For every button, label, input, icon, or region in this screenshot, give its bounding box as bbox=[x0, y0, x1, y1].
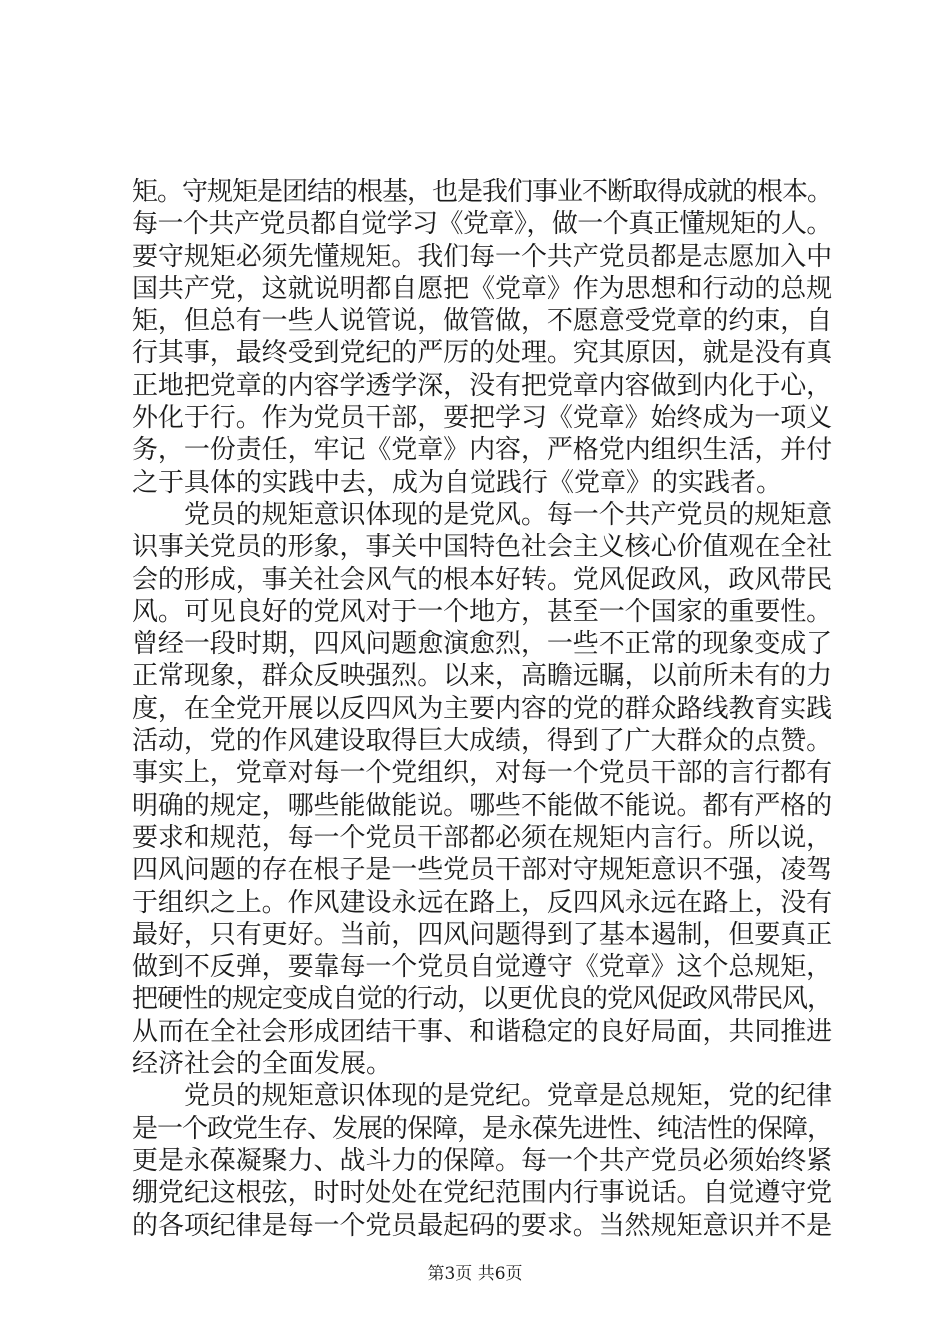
document-body bbox=[132, 176, 832, 1242]
text-line: 正地把党章的内容学透学深，没有把党章内容做到内化于心， bbox=[132, 370, 833, 401]
text-line: 把硬性的规定变成自觉的行动，以更优良的党风促政风带民风， bbox=[132, 984, 833, 1015]
text-line: 于组织之上。作风建设永远在路上，反四风永远在路上，没有 bbox=[132, 887, 833, 918]
text-line: 要求和规范，每一个党员干部都必须在规矩内言行。所以说， bbox=[132, 822, 833, 853]
text-line: 务，一份责任，牢记《党章》内容，严格党内组织生活，并付 bbox=[132, 435, 833, 466]
text-line: 矩。守规矩是团结的根基，也是我们事业不断取得成就的根本。 bbox=[132, 177, 833, 207]
text-line: 的各项纪律是每一个党员最起码的要求。当然规矩意识并不是 bbox=[132, 1210, 833, 1241]
text-line: 正常现象，群众反映强烈。以来，高瞻远瞩，以前所未有的力 bbox=[132, 661, 833, 692]
text-line: 外化于行。作为党员干部，要把学习《党章》始终成为一项义 bbox=[132, 403, 833, 434]
page-footer bbox=[0, 1263, 950, 1285]
paragraph-2 bbox=[132, 499, 832, 1080]
text-line: 最好，只有更好。当前，四风问题得到了基本遏制，但要真正 bbox=[132, 919, 833, 950]
text-line: 党员的规矩意识体现的是党纪。党章是总规矩，党的纪律 bbox=[184, 1081, 833, 1112]
text-line: 事实上，党章对每一个党组织，对每一个党员干部的言行都有 bbox=[132, 758, 833, 789]
text-line: 会的形成，事关社会风气的根本好转。党风促政风，政风带民 bbox=[132, 564, 833, 595]
text-line: 是一个政党生存、发展的保障，是永葆先进性、纯洁性的保障， bbox=[132, 1113, 833, 1144]
text-line: 绷党纪这根弦，时时处处在党纪范围内行事说话。自觉遵守党 bbox=[132, 1178, 833, 1209]
text-line: 行其事，最终受到党纪的严厉的处理。究其原因，就是没有真 bbox=[132, 338, 833, 369]
text-line: 明确的规定，哪些能做能说。哪些不能做不能说。都有严格的 bbox=[132, 790, 833, 821]
text-line: 风。可见良好的党风对于一个地方，甚至一个国家的重要性。 bbox=[132, 596, 833, 627]
page-number-label: 第3页 共6页 bbox=[427, 1264, 523, 1284]
text-line: 党员的规矩意识体现的是党风。每一个共产党员的规矩意 bbox=[184, 499, 833, 530]
text-line: 经济社会的全面发展。 bbox=[132, 1049, 393, 1080]
text-line: 活动，党的作风建设取得巨大成绩，得到了广大群众的点赞。 bbox=[132, 726, 833, 757]
text-line: 从而在全社会形成团结干事、和谐稳定的良好局面，共同推进 bbox=[132, 1016, 833, 1047]
text-line: 国共产党，这就说明都自愿把《党章》作为思想和行动的总规 bbox=[132, 273, 833, 304]
text-line: 做到不反弹，要靠每一个党员自觉遵守《党章》这个总规矩， bbox=[132, 952, 833, 983]
text-line: 矩，但总有一些人说管说，做管做，不愿意受党章的约束，自 bbox=[132, 306, 833, 337]
text-line: 曾经一段时期，四风问题愈演愈烈，一些不正常的现象变成了 bbox=[132, 629, 833, 660]
text-line: 每一个共产党员都自觉学习《党章》，做一个真正懂规矩的人。 bbox=[132, 209, 832, 240]
paragraph-1 bbox=[132, 176, 832, 499]
text-line: 度，在全党开展以反四风为主要内容的党的群众路线教育实践 bbox=[132, 693, 833, 724]
text-line: 四风问题的存在根子是一些党员干部对守规矩意识不强，凌驾 bbox=[132, 855, 833, 886]
text-line: 之于具体的实践中去，成为自觉践行《党章》的实践者。 bbox=[132, 467, 783, 498]
text-line: 更是永葆凝聚力、战斗力的保障。每一个共产党员必须始终紧 bbox=[132, 1145, 833, 1176]
text-line: 识事关党员的形象，事关中国特色社会主义核心价值观在全社 bbox=[132, 532, 833, 563]
text-line: 要守规矩必须先懂规矩。我们每一个共产党员都是志愿加入中 bbox=[132, 241, 833, 272]
paragraph-3 bbox=[132, 1080, 832, 1241]
